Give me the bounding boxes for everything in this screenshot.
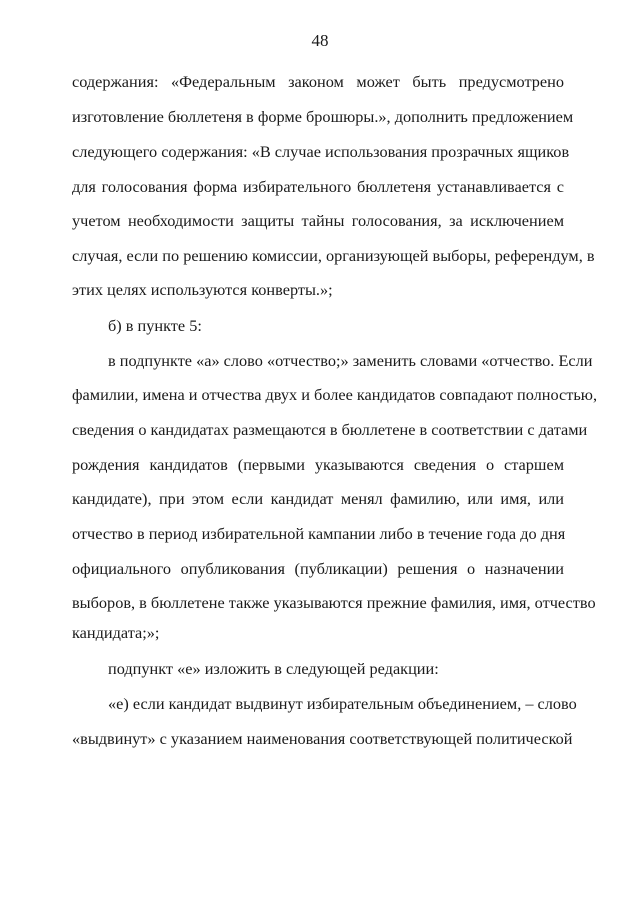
text-line: рождения кандидатов (первыми указываются сведения о старшем [72,455,564,474]
text-line: этих целях используются конверты.»; [72,280,333,299]
text-line: учетом необходимости защиты тайны голосования, за исключением [72,211,564,230]
text-line: официального опубликования (публикации) решения о назначении [72,559,564,578]
text-line: в подпункте «а» слово «отчество;» заменить словами «отчество. Если [108,351,593,370]
text-line: содержания: «Федеральным законом может быть предусмотрено [72,72,564,91]
text-line: для голосования форма избирательного бюллетеня устанавливается с [72,177,564,196]
text-line: «выдвинут» с указанием наименования соответствующей политической [72,729,573,748]
text-line: следующего содержания: «В случае использования прозрачных ящиков [72,142,570,161]
text-line: подпункт «е» изложить в следующей редакции: [108,659,439,678]
text-line: сведения о кандидатах размещаются в бюллетене в соответствии с датами [72,420,588,439]
page-number: 48 [311,31,329,50]
text-line: кандидате), при этом если кандидат менял фамилию, или имя, или [72,489,564,508]
text-line: б) в пункте 5: [108,316,202,335]
text-line: «е) если кандидат выдвинут избирательным объединением, – слово [108,694,577,713]
text-line: случая, если по решению комиссии, организующей выборы, референдум, в [72,246,595,265]
text-line: отчество в период избирательной кампании либо в течение года до дня [72,524,566,543]
text-line: кандидата;»; [72,623,160,642]
text-line: фамилии, имена и отчества двух и более кандидатов совпадают полностью, [72,385,598,404]
text-line: изготовление бюллетеня в форме брошюры.», дополнить предложением [72,107,574,126]
text-line: выборов, в бюллетене также указываются прежние фамилия, имя, отчество [72,593,596,612]
